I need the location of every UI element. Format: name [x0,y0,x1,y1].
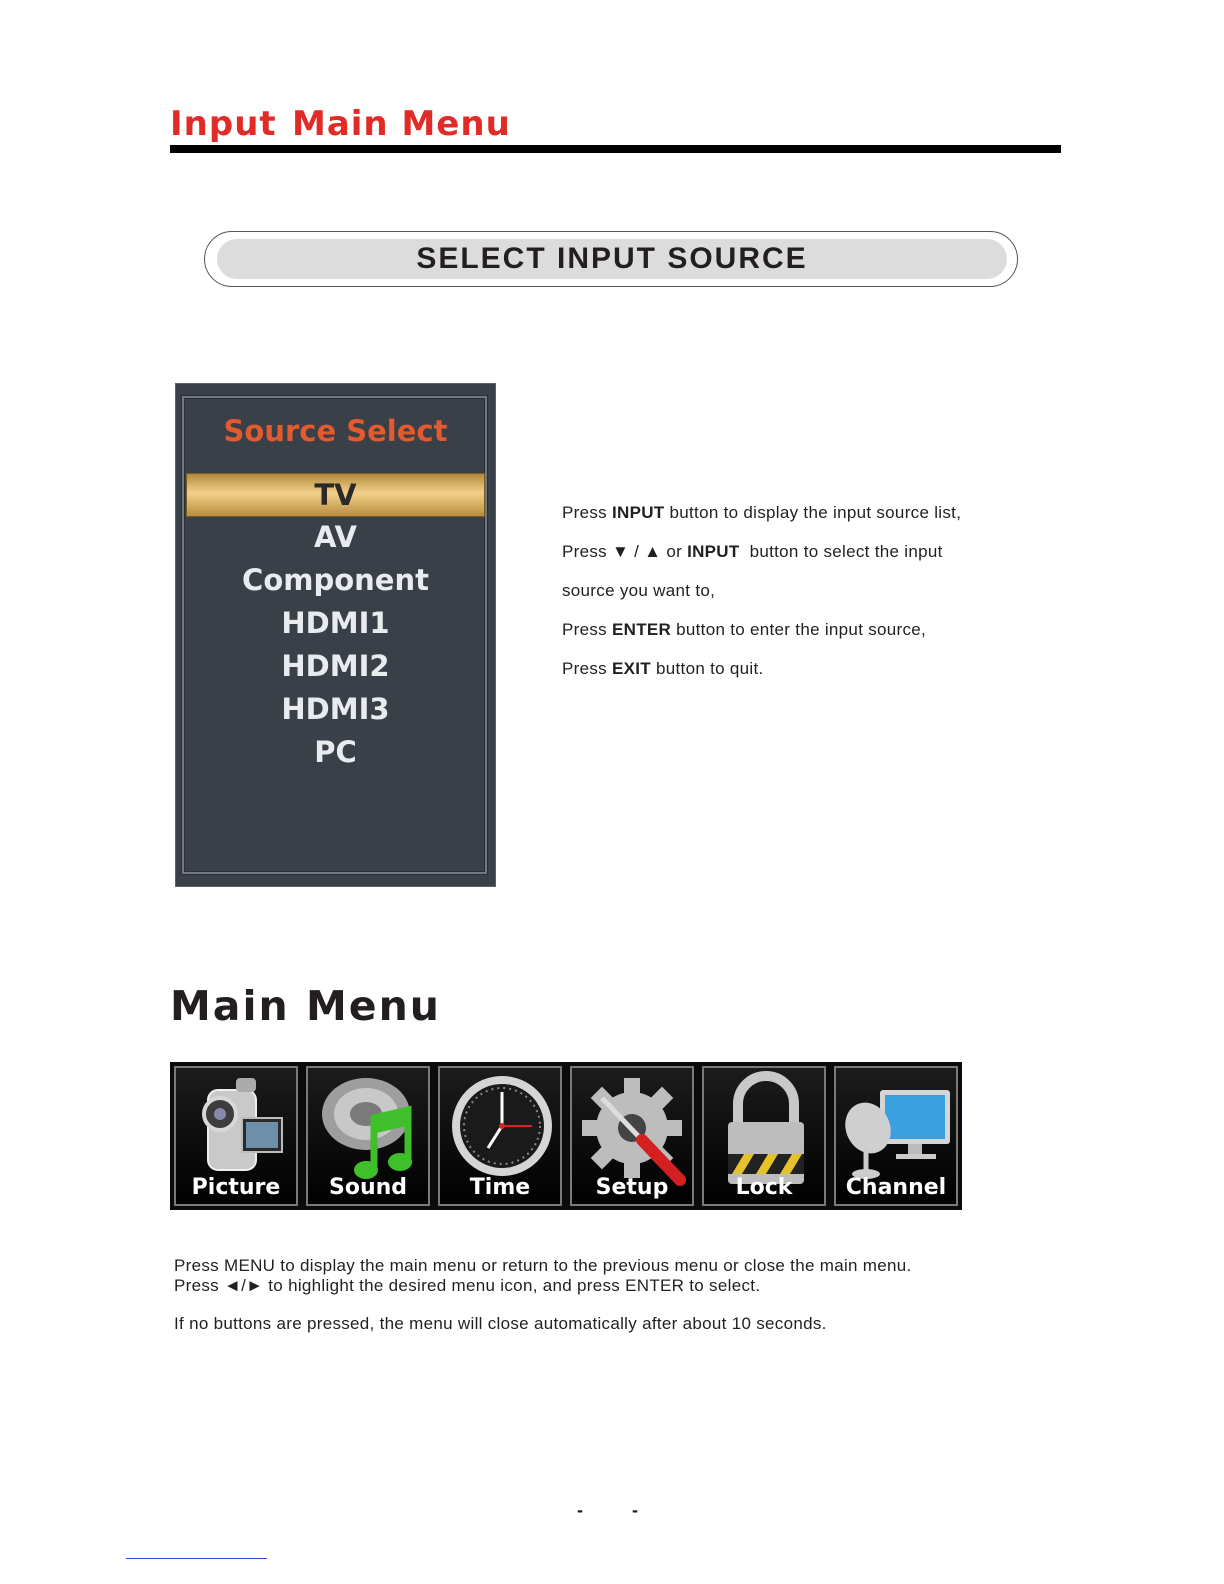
source-item-hdmi2[interactable]: HDMI2 [281,649,390,683]
main-menu-bar [170,1062,962,1210]
menu-item-label: Channel [845,1175,947,1200]
source-select-title: Source Select [223,414,448,448]
menu-item-time[interactable] [438,1066,562,1206]
source-item-pc[interactable]: PC [314,735,357,769]
note-menu: Press MENU to display the main menu or return to the previous menu or close the main menu. [174,1256,912,1275]
note-highlight: Press ◄/► to highlight the desired menu icon, and press ENTER to select. [174,1276,761,1295]
input-instructions [562,493,961,688]
source-item-component[interactable]: Component [242,563,429,597]
select-input-source-banner [204,231,1018,287]
source-item-av[interactable]: AV [314,520,357,554]
menu-item-sound[interactable] [306,1066,430,1206]
menu-item-channel[interactable] [834,1066,958,1206]
main-menu-heading: Main Menu [170,982,441,1030]
source-item-hdmi3[interactable]: HDMI3 [281,692,390,726]
banner-title: SELECT INPUT SOURCE [217,239,1007,279]
instruction-line-5: Press EXIT button to quit. [562,659,764,678]
menu-item-picture[interactable] [174,1066,298,1206]
source-select-panel [175,383,496,887]
menu-item-label: Time [469,1175,531,1200]
menu-item-setup[interactable] [570,1066,694,1206]
menu-item-label: Setup [595,1175,669,1200]
section-title-input: Input [170,104,277,144]
footer-line [126,1558,267,1559]
instruction-line-4: Press ENTER button to enter the input source, [562,620,927,639]
instruction-line-2: Press ▼ / ▲ or INPUT button to select the input [562,542,943,561]
menu-item-label: Picture [191,1175,281,1200]
source-item-tv[interactable]: TV [186,473,485,517]
instruction-line-1: Press INPUT button to display the input source list, [562,503,962,522]
page-mark-right: - [632,1500,638,1520]
menu-item-lock[interactable] [702,1066,826,1206]
section-title-main-menu: Main Menu [292,104,511,144]
instruction-line-3: source you want to, [562,581,716,600]
source-item-hdmi1[interactable]: HDMI1 [281,606,390,640]
menu-item-label: Sound [328,1175,408,1200]
menu-item-label: Lock [735,1175,793,1200]
page-mark-left: - [577,1500,583,1520]
header-rule [170,145,1061,153]
note-auto-close: If no buttons are pressed, the menu will close automatically after about 10 seconds. [174,1314,827,1333]
